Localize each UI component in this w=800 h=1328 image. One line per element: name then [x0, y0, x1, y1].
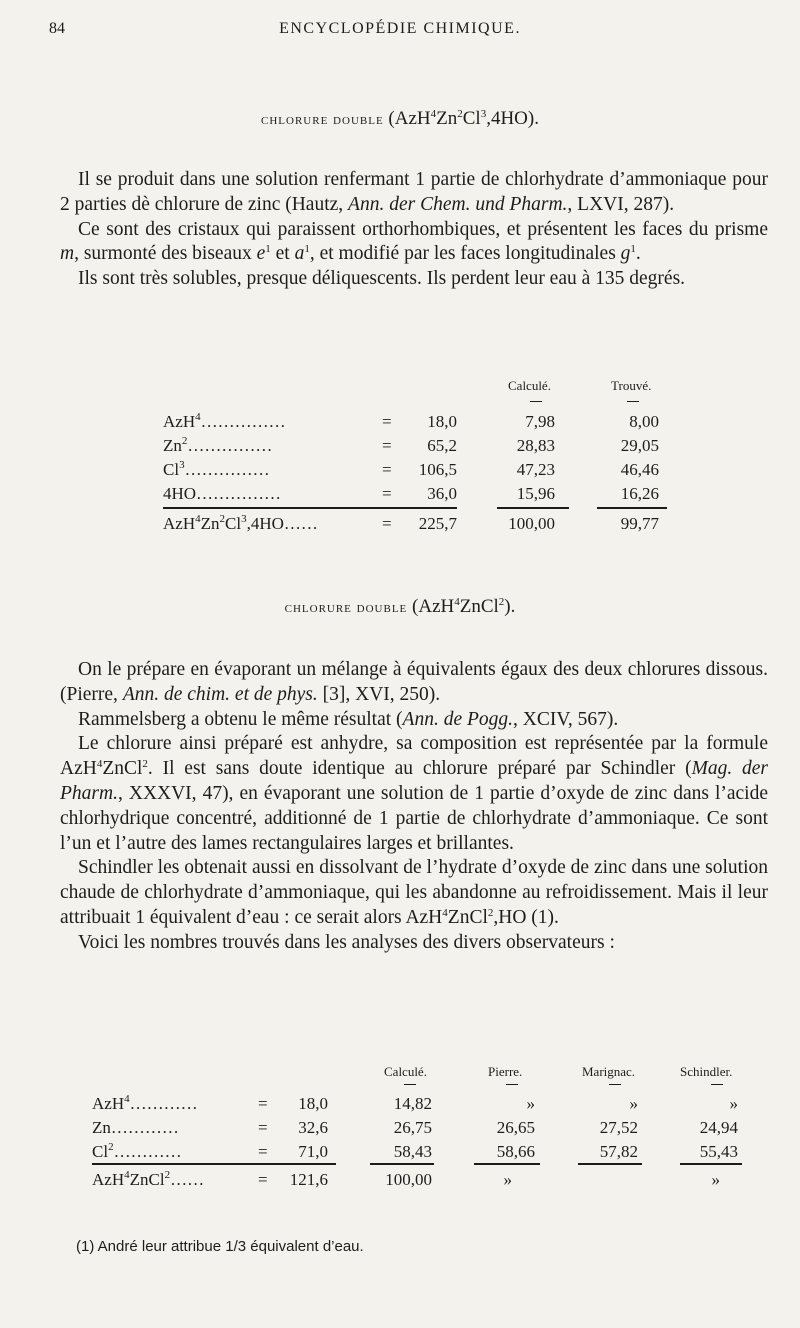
section-heading-1 [0, 108, 800, 130]
col-header-schindler: Schindler. [680, 1064, 733, 1079]
paragraph: Ce sont des cristaux qui paraissent orthorhombiques, et présentent les faces du prisme m, surmonté des biseaux $e^1$ et $a^1$, et modifié par les faces longitudinales $g^1$. [60, 218, 768, 265]
paragraph: Il se produit dans une solution renfermant 1 partie de chlorhydrate d’ammoniaque pour 2 parties dè chlorure de zinc (Hautz, Ann. der Chem. und Pharm., LXVI, 287). [60, 169, 768, 215]
paragraph: Voici les nombres trouvés dans les analyses des divers observateurs : [78, 931, 615, 953]
page-number: 84 [49, 20, 65, 37]
col-header-pierre: Pierre. [488, 1064, 523, 1079]
paragraph: Schindler les obtenait aussi en dissolvant de l’hydrate d’oxyde de zinc dans une solution chaude de chlorhydrate d’ammoniaque, qui les abandonne au refroidissement. Mais il leur attribuait 1 équivalent d’eau : ce serait alors AzH$^4$ZnCl$^2$,HO (1). [60, 857, 768, 928]
running-title: ENCYCLOPÉDIE CHIMIQUE. [279, 20, 521, 37]
section-heading-2-label: chlorure double [284, 600, 408, 616]
col-header-calcule: Calculé. [384, 1064, 427, 1079]
footnote: (1) André leur attribue 1/3 équivalent d’eau. [76, 1238, 364, 1255]
col-header-trouve: Trouvé. [611, 378, 652, 393]
col-header-calcule: Calculé. [508, 378, 551, 393]
col-header-marignac: Marignac. [582, 1064, 636, 1079]
section-heading-1-formula: (AzH$^4$Zn$^2$Cl$^3$,4HO). [388, 108, 539, 129]
section-heading-2-formula: (AzH$^4$ZnCl$^2$). [412, 596, 516, 617]
paragraph: On le prépare en évaporant un mélange à équivalents égaux des deux chlorures dissous. (Pierre, Ann. de chim. et de phys. [3], XVI, 250). [60, 659, 768, 705]
running-header [0, 20, 800, 44]
section-1-body [60, 168, 768, 292]
paragraph: Le chlorure ainsi préparé est anhydre, sa composition est représentée par la formule AzH$^4$ZnCl$^2$. Il est sans doute identique au chlorure préparé par Schindler (Mag. der Pharm., XXXVI, 47), en évaporant une solution de 1 partie d’oxyde de zinc dans l’acide chlorhydrique concentré, additionné de 1 partie de chlorhydrate d’ammoniaque. Ce sont l’un et l’autre des lames rectangulaires larges et brillantes. [60, 733, 768, 854]
section-heading-2 [0, 596, 800, 618]
paragraph: Ils sont très solubles, presque déliquescents. Ils perdent leur eau à 135 degrés. [78, 268, 686, 290]
paragraph: Rammelsberg a obtenu le même résultat (Ann. de Pogg., XCIV, 567). [78, 708, 619, 730]
section-2-body [60, 658, 768, 956]
section-heading-1-label: chlorure double [261, 112, 384, 128]
